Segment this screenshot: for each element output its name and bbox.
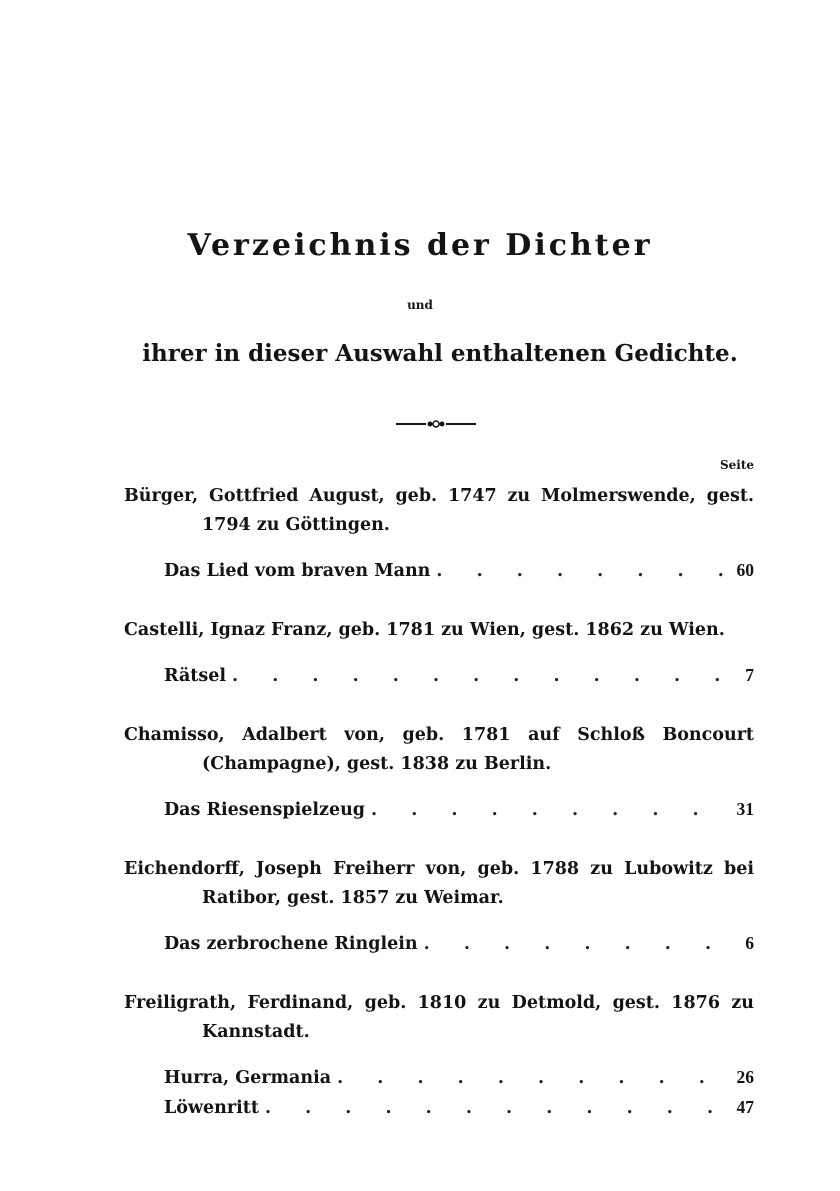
leader-dots: [424, 930, 738, 959]
author-entry-chamisso: [124, 721, 754, 825]
page-number: 6: [745, 933, 754, 953]
poem-title: Das zerbrochene Ringlein: [164, 934, 418, 954]
page-number: 47: [736, 1097, 754, 1117]
leader-dots: [265, 1094, 729, 1123]
poem-title: Löwenritt: [164, 1098, 259, 1118]
author-line: Freiligrath, Ferdinand, geb. 1810 zu Detmold, gest. 1876 zu Kannstadt.: [124, 993, 754, 1042]
author-entry-castelli: [124, 616, 754, 691]
poem-title: Das Lied vom braven Mann: [164, 561, 431, 581]
page-column-label: Seite: [719, 458, 754, 472]
leader-dots: [436, 557, 728, 586]
page-number: 60: [736, 560, 754, 580]
page-number: 7: [745, 665, 754, 685]
page-subtitle: ihrer in dieser Auswahl enthaltenen Gedichte.: [142, 340, 738, 367]
author-line: Chamisso, Adalbert von, geb. 1781 auf Schloß Boncourt (Champagne), gest. 1838 zu Berlin.: [124, 725, 754, 774]
leader-dots: [337, 1064, 728, 1093]
poem-title: Hurra, Germania: [164, 1068, 332, 1088]
author-entry-eichendorff: [124, 855, 754, 959]
poem-row: [124, 556, 754, 586]
poem-row: [124, 661, 754, 691]
poem-row: [124, 1093, 754, 1123]
table-of-contents: [124, 482, 754, 1153]
ornament-divider-icon: [396, 418, 476, 430]
poem-title: Rätsel: [164, 666, 227, 686]
author-entry-buerger: [124, 482, 754, 586]
poem-row: [124, 1063, 754, 1093]
author-line: Castelli, Ignaz Franz, geb. 1781 zu Wien, gest. 1862 zu Wien.: [124, 620, 725, 640]
page-number: 26: [736, 1067, 754, 1087]
poem-title: Das Riesenspielzeug: [164, 800, 366, 820]
author-line: Eichendorff, Joseph Freiherr von, geb. 1788 zu Lubowitz bei Ratibor, gest. 1857 zu Weimar.: [124, 859, 754, 908]
leader-dots: [371, 796, 728, 825]
page-number: 31: [736, 799, 754, 819]
author-entry-freiligrath: [124, 989, 754, 1123]
poem-row: [124, 795, 754, 825]
conjunction-und: und: [407, 298, 433, 312]
author-line: Bürger, Gottfried August, geb. 1747 zu Molmerswende, gest. 1794 zu Göttingen.: [124, 486, 754, 535]
leader-dots: [232, 662, 737, 691]
poem-row: [124, 929, 754, 959]
page-title: Verzeichnis der Dichter: [187, 228, 653, 263]
